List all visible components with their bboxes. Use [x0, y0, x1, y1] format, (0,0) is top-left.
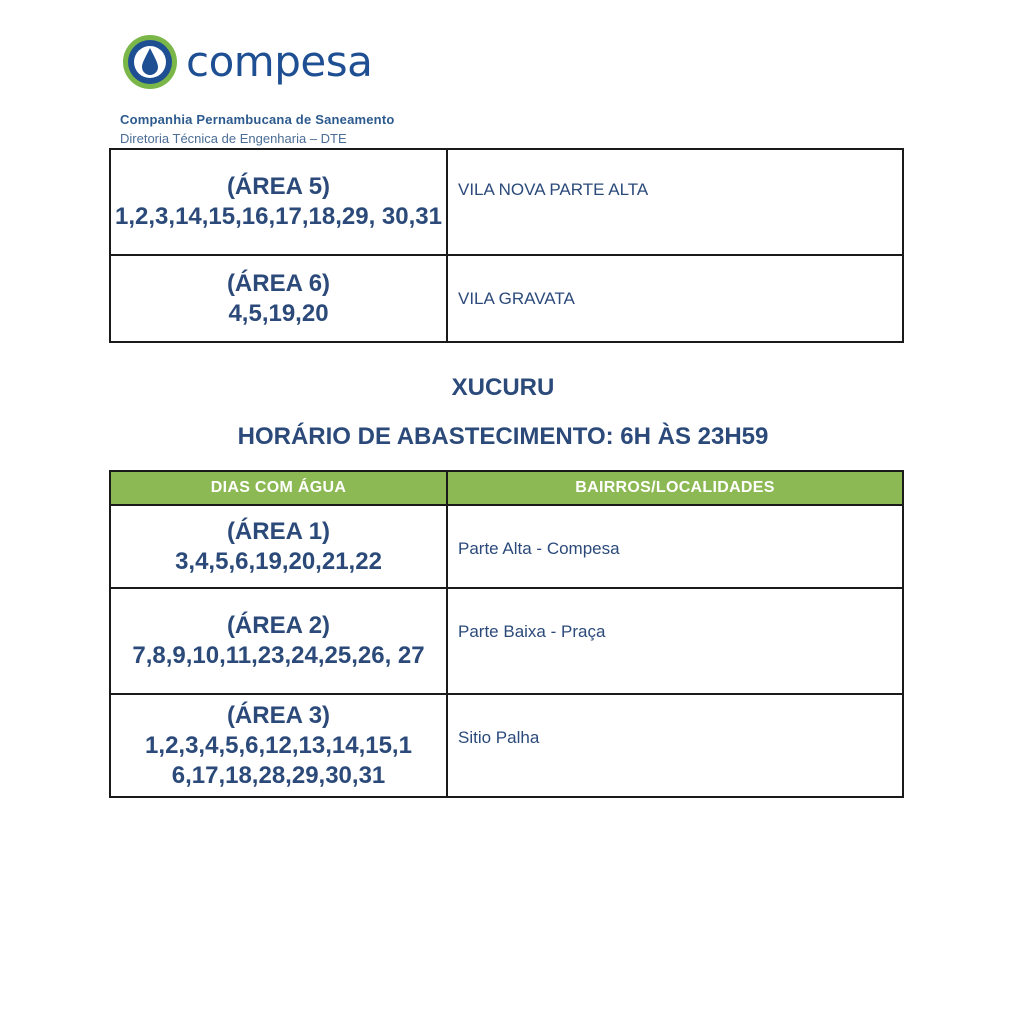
area-label: (ÁREA 2)	[226, 612, 331, 639]
water-drop-logo-icon	[120, 32, 180, 92]
location-cell: VILA NOVA PARTE ALTA	[447, 149, 903, 255]
schedule-table-top	[109, 148, 904, 343]
header	[120, 32, 372, 92]
location-cell: Sitio Palha	[447, 694, 903, 797]
table-row	[110, 255, 903, 342]
area-label: (ÁREA 1)	[226, 517, 331, 545]
location-cell: VILA GRAVATA	[447, 255, 903, 342]
area-label: (ÁREA 6)	[226, 269, 331, 297]
area-days: 4,5,19,20	[228, 299, 329, 327]
days-cell	[110, 505, 447, 588]
area-days: 1,2,3,14,15,16,17,18,29, 30,31	[115, 203, 442, 230]
table-row	[110, 694, 903, 797]
location-cell: Parte Alta - Compesa	[447, 505, 903, 588]
table-row	[110, 588, 903, 694]
schedule-table-main	[109, 470, 904, 798]
section-name: XUCURU	[451, 374, 555, 401]
directorate-name: Diretoria Técnica de Engenharia – DTE	[120, 131, 347, 146]
area-days: 1,2,3,4,5,6,12,13,14,15,1 6,17,18,28,29,30,31	[145, 731, 412, 789]
area-days: 7,8,9,10,11,23,24,25,26, 27	[132, 642, 425, 669]
days-cell	[110, 255, 447, 342]
days-cell	[110, 149, 447, 255]
days-cell	[110, 588, 447, 694]
days-cell	[110, 694, 447, 797]
location-cell: Parte Baixa - Praça	[447, 588, 903, 694]
compesa-logo	[120, 32, 372, 92]
area-label: (ÁREA 3)	[226, 701, 331, 729]
table-header-row	[110, 471, 903, 505]
table-row	[110, 149, 903, 255]
supply-hours: HORÁRIO DE ABASTECIMENTO: 6H ÀS 23H59	[237, 423, 769, 450]
column-header-days: DIAS COM ÁGUA	[110, 471, 447, 505]
brand-name: compesa	[186, 37, 373, 86]
company-name: Companhia Pernambucana de Saneamento	[120, 112, 395, 127]
area-days: 3,4,5,6,19,20,21,22	[175, 547, 382, 575]
area-label: (ÁREA 5)	[226, 173, 331, 200]
column-header-locations: BAIRROS/LOCALIDADES	[447, 471, 903, 505]
table-row	[110, 505, 903, 588]
